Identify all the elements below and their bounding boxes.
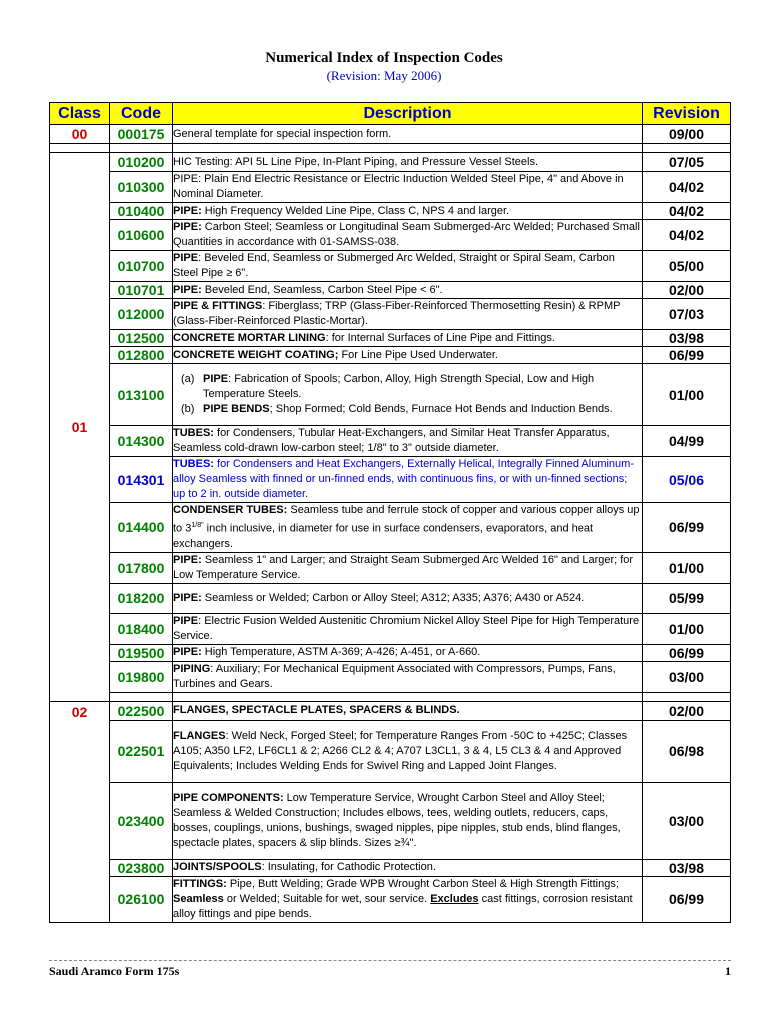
- class-cell: 00: [50, 125, 110, 144]
- table-row: [50, 172, 731, 203]
- description-cell: [173, 661, 643, 692]
- table-row: [50, 125, 731, 144]
- table-row: [50, 203, 731, 220]
- table-row: [50, 552, 731, 583]
- code-cell: 013100: [110, 364, 173, 426]
- revision-cell: 04/02: [643, 203, 731, 220]
- code-cell: 010700: [110, 251, 173, 282]
- description-underlined: Excludes: [430, 892, 479, 905]
- table-row: [50, 644, 731, 661]
- code-cell: 019800: [110, 661, 173, 692]
- code-cell: 010600: [110, 220, 173, 251]
- code-cell: 000175: [110, 125, 173, 144]
- description-cell: [173, 364, 643, 426]
- revision-cell: 01/00: [643, 364, 731, 426]
- description-lead: FLANGES: [173, 729, 226, 742]
- document-subtitle: (Revision: May 2006): [326, 68, 442, 83]
- revision-cell: 07/05: [643, 153, 731, 172]
- description-cell: [173, 876, 643, 922]
- table-row: [50, 282, 731, 299]
- description-text: Seamless 1" and Larger; and Straight Seam Submerged Arc Welded 16" and Larger; for Low Temperature Service.: [173, 553, 634, 581]
- description-text: : Electric Fusion Welded Austenitic Chromium Nickel Alloy Steel Pipe for High Temperature Service.: [173, 614, 640, 642]
- description-superscript: 1/8": [191, 522, 204, 529]
- description-cell: General template for special inspection form.: [173, 125, 643, 144]
- description-cell: [173, 347, 643, 364]
- table-row: [50, 457, 731, 503]
- description-cell: [173, 503, 643, 553]
- description-lead: PIPE:: [173, 646, 202, 659]
- description-text: Pipe, Butt Welding; Grade WPB Wrought Carbon Steel & High Strength Fittings;: [226, 877, 619, 890]
- description-lead: PIPE:: [173, 204, 202, 217]
- description-text: : Fiberglass; TRP (Glass-Fiber-Reinforced Thermosetting Resin) & RPMP (Glass-Fiber-Reinforced Plastic-Mortar).: [173, 300, 621, 327]
- code-cell: 012000: [110, 299, 173, 330]
- description-text: : Auxiliary; For Mechanical Equipment Associated with Compressors, Pumps, Fans, Turbines and Gears.: [173, 662, 616, 690]
- revision-cell: 04/02: [643, 172, 731, 203]
- list-item: [173, 402, 642, 417]
- code-cell: 012800: [110, 347, 173, 364]
- description-lead: PIPING: [173, 662, 211, 675]
- class-cell: 01: [50, 153, 110, 702]
- table-row: [50, 613, 731, 644]
- description-lead: CONDENSER TUBES:: [173, 504, 288, 516]
- revision-cell: 01/00: [643, 613, 731, 644]
- description-cell: [173, 701, 643, 720]
- revision-cell: 03/98: [643, 330, 731, 347]
- description-lead: FITTINGS:: [173, 877, 227, 890]
- description-text: : Fabrication of Spools; Carbon, Alloy, High Strength Special, Low and High Temperature Steels.: [203, 373, 595, 400]
- column-header-code: Code: [110, 103, 173, 125]
- description-cell: [173, 457, 643, 503]
- code-cell: 017800: [110, 552, 173, 583]
- description-text: For Line Pipe Used Underwater.: [338, 348, 498, 361]
- table-row: [50, 782, 731, 859]
- description-cell: [173, 782, 643, 859]
- spacer-row: [50, 144, 731, 153]
- list-marker: (b): [181, 403, 195, 415]
- code-cell: 023400: [110, 782, 173, 859]
- table-row: [50, 364, 731, 426]
- column-header-class: Class: [50, 103, 110, 125]
- description-cell: [173, 720, 643, 782]
- description-cell: PIPE: Plain End Electric Resistance or Electric Induction Welded Steel Pipe, 4" and Above in Nominal Diameter.: [173, 172, 643, 203]
- description-cell: [173, 203, 643, 220]
- document-title: Numerical Index of Inspection Codes: [265, 50, 503, 66]
- description-text: : Beveled End, Seamless or Submerged Arc Welded, Straight or Spiral Seam, Carbon Steel Pipe ≥ 6".: [173, 252, 615, 279]
- code-cell: 023800: [110, 859, 173, 876]
- description-lead: TUBES:: [173, 427, 214, 439]
- footer-divider: [49, 960, 731, 961]
- code-cell: 026100: [110, 876, 173, 922]
- table-row: [50, 720, 731, 782]
- description-text: for Condensers and Heat Exchangers, Externally Helical, Integrally Finned Aluminum-alloy Seamless with finned or un-finned ends, with continuous fins, or with un-finned sections; up to 2 in. outside diameter.: [173, 458, 634, 500]
- description-lead: PIPE:: [173, 283, 202, 296]
- description-lead: PIPE:: [173, 591, 202, 604]
- table-row: [50, 859, 731, 876]
- column-header-description: Description: [173, 103, 643, 125]
- description-lead: PIPE COMPONENTS:: [173, 791, 284, 804]
- revision-cell: 03/00: [643, 661, 731, 692]
- table-row: [50, 503, 731, 553]
- revision-cell: 03/00: [643, 782, 731, 859]
- description-lead: FLANGES, SPECTACLE PLATES, SPACERS & BLINDS.: [173, 704, 460, 717]
- column-header-revision: Revision: [643, 103, 731, 125]
- inspection-codes-table: [49, 102, 731, 923]
- description-cell: [173, 220, 643, 251]
- code-cell: 010300: [110, 172, 173, 203]
- list-item: [173, 372, 642, 402]
- table-row: [50, 701, 731, 720]
- description-cell: [173, 583, 643, 613]
- revision-cell: 06/99: [643, 876, 731, 922]
- revision-cell: 04/02: [643, 220, 731, 251]
- description-list: [173, 372, 642, 417]
- description-text: Seamless or Welded; Carbon or Alloy Steel; A312; A335; A376; A430 or A524.: [201, 591, 585, 604]
- code-cell: 010701: [110, 282, 173, 299]
- description-cell: [173, 613, 643, 644]
- table-row: [50, 347, 731, 364]
- description-lead: CONCRETE MORTAR LINING: [173, 331, 326, 344]
- code-cell: 010200: [110, 153, 173, 172]
- description-text: Beveled End, Seamless, Carbon Steel Pipe < 6".: [201, 283, 443, 296]
- code-cell: 014300: [110, 426, 173, 457]
- revision-cell: 04/99: [643, 426, 731, 457]
- table-row: [50, 426, 731, 457]
- description-cell: [173, 330, 643, 347]
- footer-form-name: Saudi Aramco Form 175s: [49, 964, 180, 978]
- table-row: [50, 299, 731, 330]
- code-cell: 019500: [110, 644, 173, 661]
- description-text: inch inclusive, in diameter for use in surface condensers, evaporators, and heat exchangers.: [173, 522, 594, 550]
- description-emphasis: Seamless: [173, 892, 224, 905]
- description-text: : for Internal Surfaces of Line Pipe and Fittings.: [325, 331, 555, 344]
- table-row: [50, 251, 731, 282]
- code-cell: 014301: [110, 457, 173, 503]
- code-cell: 022500: [110, 701, 173, 720]
- description-text: : Insulating, for Cathodic Protection.: [261, 861, 436, 874]
- description-lead: PIPE BENDS: [203, 403, 270, 415]
- description-lead: PIPE:: [173, 553, 202, 566]
- table-header-row: [50, 103, 731, 125]
- description-lead: PIPE & FITTINGS: [173, 300, 263, 312]
- code-cell: 018400: [110, 613, 173, 644]
- table-row: [50, 583, 731, 613]
- revision-cell: 02/00: [643, 282, 731, 299]
- table-row: [50, 330, 731, 347]
- table-row: [50, 153, 731, 172]
- revision-cell: 02/00: [643, 701, 731, 720]
- revision-cell: 05/00: [643, 251, 731, 282]
- table-row: [50, 876, 731, 922]
- code-cell: 010400: [110, 203, 173, 220]
- revision-cell: 06/98: [643, 720, 731, 782]
- code-cell: 014400: [110, 503, 173, 553]
- revision-cell: 05/06: [643, 457, 731, 503]
- description-lead: PIPE:: [173, 221, 202, 233]
- description-cell: [173, 299, 643, 330]
- description-lead: CONCRETE WEIGHT COATING;: [173, 348, 339, 361]
- table-row: [50, 661, 731, 692]
- revision-cell: 09/00: [643, 125, 731, 144]
- description-cell: HIC Testing: API 5L Line Pipe, In-Plant Piping, and Pressure Vessel Steels.: [173, 153, 643, 172]
- description-text: Carbon Steel; Seamless or Longitudinal Seam Submerged-Arc Welded; Purchased Small Quantities in accordance with 01-SAMSS-038.: [173, 221, 640, 248]
- revision-cell: 07/03: [643, 299, 731, 330]
- revision-cell: 06/99: [643, 644, 731, 661]
- description-cell: [173, 251, 643, 282]
- description-cell: [173, 426, 643, 457]
- spacer-row: [50, 692, 731, 701]
- description-text: Seamless tube and ferrule stock of copper and various copper alloys up to 3: [173, 504, 640, 535]
- description-lead: TUBES:: [173, 458, 214, 470]
- description-cell: [173, 282, 643, 299]
- description-lead: PIPE: [173, 252, 199, 264]
- code-cell: 012500: [110, 330, 173, 347]
- revision-cell: 03/98: [643, 859, 731, 876]
- description-lead: JOINTS/SPOOLS: [173, 861, 262, 874]
- revision-cell: 06/99: [643, 347, 731, 364]
- code-cell: 018200: [110, 583, 173, 613]
- description-cell: [173, 552, 643, 583]
- description-cell: [173, 859, 643, 876]
- description-cell: [173, 644, 643, 661]
- footer-page-number: 1: [725, 964, 731, 978]
- description-text: ; Shop Formed; Cold Bends, Furnace Hot Bends and Induction Bends.: [269, 403, 613, 415]
- list-marker: (a): [181, 373, 195, 385]
- description-text: for Condensers, Tubular Heat-Exchangers, and Similar Heat Transfer Apparatus, Seamless cold-drawn low-carbon steel; 1/8" to 3" outside diameter.: [173, 427, 610, 454]
- description-text: High Temperature, ASTM A-369; A-426; A-451, or A-660.: [201, 646, 481, 659]
- description-text: or Welded; Suitable for wet, sour service.: [223, 892, 431, 905]
- description-text: High Frequency Welded Line Pipe, Class C, NPS 4 and larger.: [201, 204, 510, 217]
- class-cell: 02: [50, 701, 110, 922]
- revision-cell: 05/99: [643, 583, 731, 613]
- description-text: Low Temperature Service, Wrought Carbon Steel and Alloy Steel; Seamless & Welded Construction; Includes elbows, tees, welding outlets, reducers, caps, bosses, couplings, unions, bushings, swaged nipples, pipe nipples, stub ends, blind flanges, spectacle plates, spacers & slip blinds. Sizes ≥¾".: [173, 791, 621, 849]
- description-lead: PIPE: [203, 373, 229, 385]
- table-row: [50, 220, 731, 251]
- revision-cell: 01/00: [643, 552, 731, 583]
- revision-cell: 06/99: [643, 503, 731, 553]
- description-text: : Weld Neck, Forged Steel; for Temperature Ranges From -50C to +425C; Classes A105; A350 LF2, LF6CL1 & 2; A266 CL2 & 4; A707 L3CL1, 3 & 4, L5 CL3 & 4 and Approved Equivalents; Includes Welding Ends for Swivel Ring and Lapped Joint Flanges.: [173, 729, 628, 772]
- description-text: cast fittings, corrosion resistant alloy fittings and pipe bends.: [173, 892, 633, 920]
- code-cell: 022501: [110, 720, 173, 782]
- description-lead: PIPE: [173, 614, 199, 627]
